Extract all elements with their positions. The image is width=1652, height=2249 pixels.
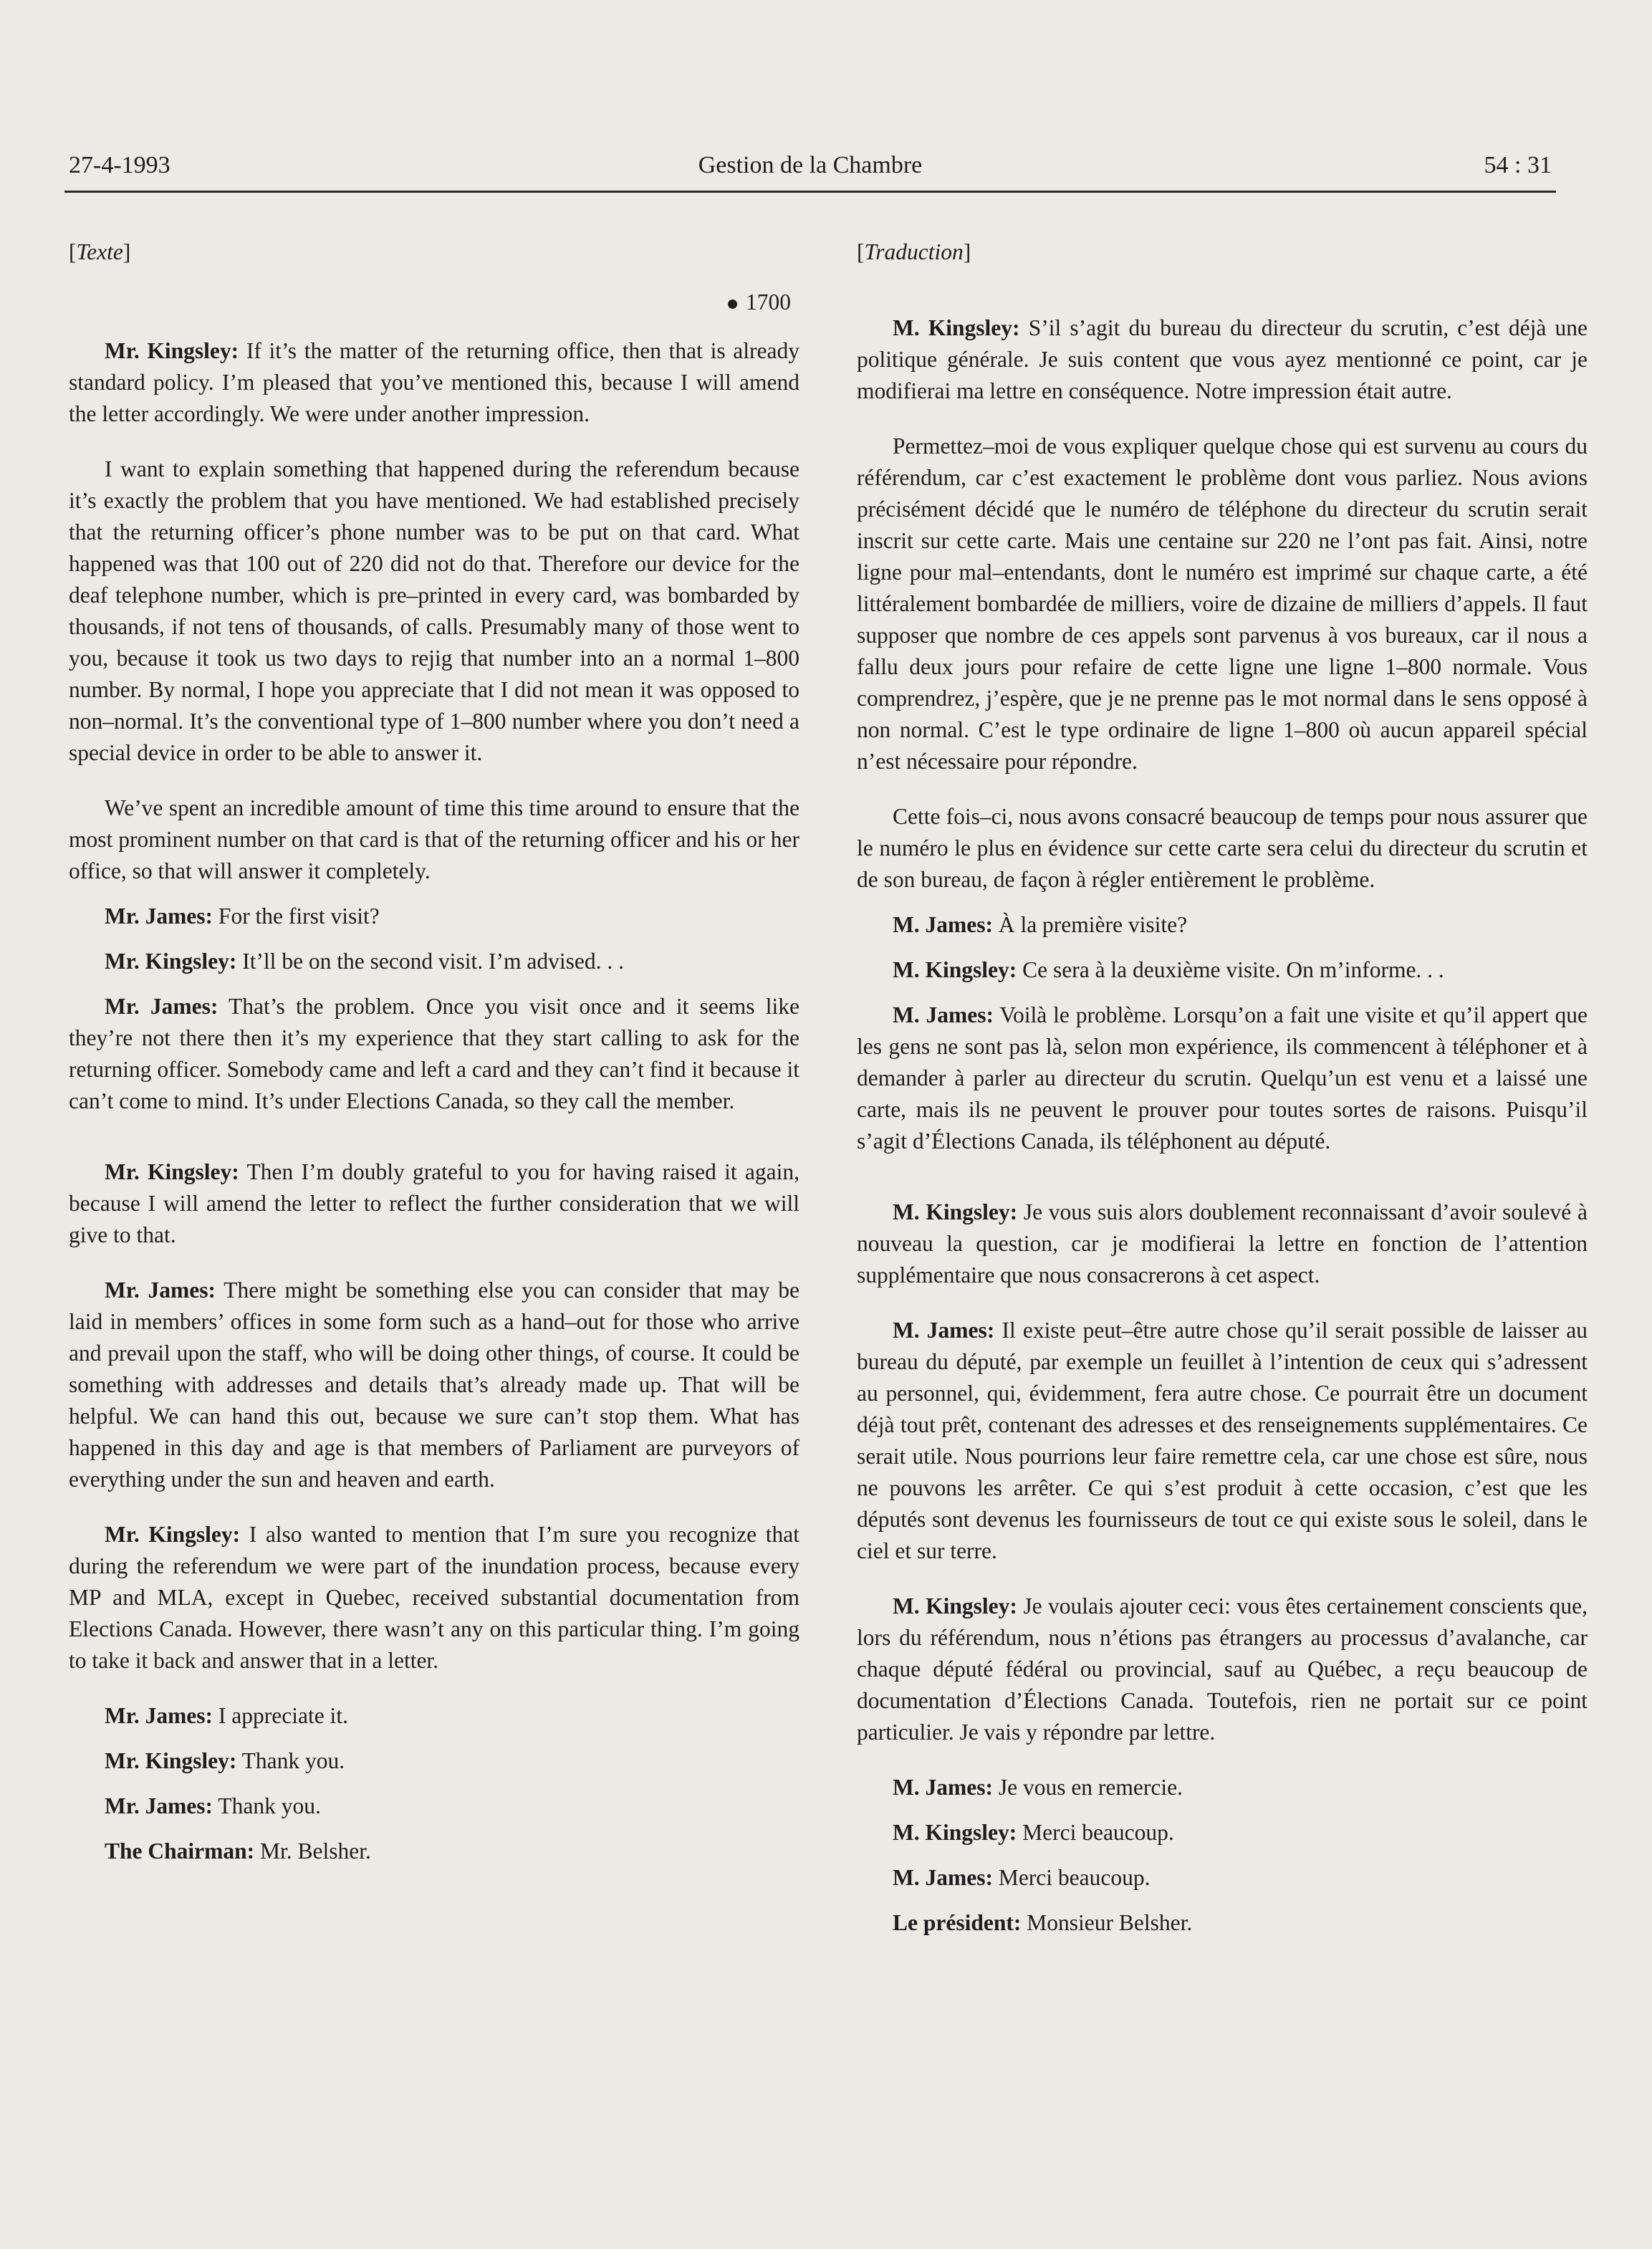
- paragraph-text: I also wanted to mention that I’m sure you recognize that during the referendum we were part of the inundation process, because every MP and MLA, except in Quebec, received substantial documentation from Elections Canada. However, there wasn’t any on this particular thing. I’m going to take it back and answer that in a letter.: [69, 1522, 799, 1673]
- speaker-name: M. James:: [893, 1775, 993, 1800]
- speaker-name: Mr. Kingsley:: [105, 949, 237, 974]
- header-page-number: 54 : 31: [1484, 152, 1552, 178]
- paragraph-text: Merci beaucoup.: [992, 1865, 1151, 1890]
- paragraph-text: Voilà le problème. Lorsqu’on a fait une visite et qu’il appert que les gens ne sont pas là, selon mon expérience, ils commencent à téléphoner et à demander à parler au directeur du scrutin. Quelqu’un est venu et a laissé une carte, mais ils ne peuvent le prouver pour toutes sortes de raisons. Puisqu’il s’agit d’Élections Canada, ils téléphonent au député.: [857, 1002, 1588, 1154]
- speaker-name: M. James:: [893, 912, 993, 937]
- paragraph-text: I appreciate it.: [213, 1703, 348, 1728]
- paragraph-text: Thank you.: [236, 1748, 345, 1773]
- paragraph-text: I want to explain something that happened during the referendum because it’s exactly the problem that you have mentioned. We had established precisely that the returning officer’s phone number was to be put on that card. What happened was that 100 out of 220 did not do that. Therefore our device for the deaf telephone number, which is pre–printed in every card, was bombarded by thousands, if not tens of thousands, of calls. Presumably many of those went to you, because it took us two days to rejig that number into an a normal 1–800 number. By normal, I hope you appreciate that I did not mean it was opposed to non–normal. It’s the conventional type of 1–800 number where you don’t need a special device in order to be able to answer it.: [69, 456, 799, 765]
- paragraph: [857, 1817, 1588, 1848]
- paragraph: [857, 1907, 1588, 1939]
- paragraph-text: That’s the problem. Once you visit once and it seems like they’re not there then it’s my experience that they start calling to ask for the returning officer. Somebody came and left a card and they can’t find it because it can’t come to mind. It’s under Elections Canada, so they call the member.: [69, 994, 799, 1113]
- paragraph: [69, 1790, 799, 1822]
- paragraph: [857, 954, 1588, 986]
- header-title: Gestion de la Chambre: [698, 152, 923, 178]
- speaker-name: Mr. Kingsley:: [105, 1748, 237, 1773]
- paragraph: [857, 1591, 1588, 1748]
- paragraph-text: For the first visit?: [213, 903, 380, 929]
- speaker-name: M. Kingsley:: [893, 315, 1020, 340]
- paragraph-text: À la première visite?: [992, 912, 1188, 937]
- speaker-name: Mr. Kingsley:: [105, 338, 239, 363]
- paragraph: [69, 1745, 799, 1777]
- speaker-name: M. Kingsley:: [893, 1593, 1017, 1619]
- paragraph: [857, 1315, 1588, 1567]
- paragraph-list: [69, 335, 799, 1867]
- paragraph-text: Monsieur Belsher.: [1021, 1910, 1193, 1935]
- paragraph-text: Permettez–moi de vous expliquer quelque chose qui est survenu au cours du référendum, car c’est exactement le problème dont vous parliez. Nous avions précisément décidé que le numéro de téléphone du directeur du scrutin serait inscrit sur cette carte. Mais une centaine sur 220 ne l’ont pas fait. Ainsi, notre ligne pour mal–entendants, dont le numéro est imprimé sur chaque carte, a été littéralement bombardée de milliers, voire de dizaine de milliers d’appels. Il faut supposer que nombre de ces appels sont parvenus à vos bureaux, car il nous a fallu deux jours pour refaire de cette ligne une ligne 1–800 normale. Vous comprendrez, j’espère, que je ne prenne pas le mot normal dans le sens opposé à non normal. C’est le type ordinaire de ligne 1–800 où aucun appareil spécial n’est nécessaire pour répondre.: [857, 433, 1588, 774]
- paragraph-text: It’ll be on the second visit. I’m advised. . .: [236, 949, 624, 974]
- speaker-name: M. Kingsley:: [893, 1820, 1017, 1845]
- header-date: 27-4-1993: [69, 152, 171, 178]
- speaker-name: Mr. James:: [105, 1277, 216, 1303]
- column-label: [Texte]: [69, 239, 131, 264]
- paragraph-text: There might be something else you can consider that may be laid in members’ offices in some form such as a hand–out for those who arrive and prevail upon the staff, who will be doing other things, of course. It could be something with addresses and details that’s already made up. That will be helpful. We can hand this out, because we sure can’t stop them. What has happened in this day and age is that members of Parliament are purveyors of everything under the sun and heaven and earth.: [69, 1277, 799, 1492]
- speaker-name: Mr. James:: [105, 1703, 213, 1728]
- speaker-name: Mr. Kingsley:: [105, 1159, 239, 1184]
- paragraph: [69, 946, 799, 977]
- paragraph: [69, 1836, 799, 1867]
- paragraph-text: Ce sera à la deuxième visite. On m’informe. . .: [1017, 957, 1444, 982]
- speaker-name: Mr. James:: [105, 903, 213, 929]
- paragraph-text: Je vous en remercie.: [992, 1775, 1183, 1800]
- speaker-name: Le président:: [893, 1910, 1022, 1935]
- timestamp: 1700: [69, 287, 799, 318]
- speaker-name: M. James:: [893, 1002, 994, 1027]
- speaker-name: M. Kingsley:: [893, 1199, 1018, 1224]
- french-column: [857, 236, 1588, 1962]
- paragraph: [69, 1275, 799, 1495]
- speaker-name: M. James:: [893, 1865, 993, 1890]
- paragraph-text: Then I’m doubly grateful to you for having raised it again, because I will amend the letter to reflect the further consideration that we will give to that.: [69, 1159, 800, 1247]
- paragraph-text: We’ve spent an incredible amount of time this time around to ensure that the most prominent number on that card is that of the returning officer and his or her office, so that will answer it completely.: [69, 795, 799, 883]
- paragraph: [69, 792, 799, 887]
- paragraph: [857, 1862, 1588, 1894]
- speaker-name: The Chairman:: [105, 1838, 255, 1864]
- bullet-icon: [728, 299, 737, 309]
- paragraph-text: Mr. Belsher.: [254, 1838, 371, 1864]
- paragraph: [857, 909, 1588, 941]
- paragraph: [69, 335, 799, 430]
- speaker-name: Mr. James:: [105, 994, 218, 1019]
- page-header: [64, 148, 1556, 193]
- paragraph-text: S’il s’agit du bureau du directeur du scrutin, c’est déjà une politique générale. Je suis content que vous ayez mentionné ce point, car je modifierai ma lettre en conséquence. Notre impression était autre.: [857, 315, 1588, 403]
- paragraph-text: Je voulais ajouter ceci: vous êtes certainement conscients que, lors du référendum, nous n’étions pas étrangers au processus d’avalanche, car chaque député fédéral ou provincial, sauf au Québec, a reçu beaucoup de documentation d’Élections Canada. Toutefois, rien ne portait sur ce point particulier. Je vais y répondre par lettre.: [857, 1593, 1588, 1745]
- column-label: [Traduction]: [857, 239, 971, 264]
- speaker-name: Mr. James:: [105, 1793, 213, 1818]
- english-column: [69, 236, 799, 1891]
- paragraph-text: Il existe peut–être autre chose qu’il serait possible de laisser au bureau du député, par exemple un feuillet à l’intention de ceux qui s’adressent au personnel, qui, évidemment, fera autre chose. Ce pourrait être un document déjà tout prêt, contenant des adresses et des renseignements supplémentaires. Ce serait utile. Nous pourrions leur faire remettre cela, car une chose est sûre, nous ne pouvons les arrêter. Ce qui s’est produit à cette occasion, c’est que les députés sont devenus les fournisseurs de tout ce qui existe sous le soleil, dans le ciel et sur terre.: [857, 1318, 1588, 1563]
- paragraph: [857, 312, 1588, 407]
- paragraph: [857, 1197, 1588, 1291]
- paragraph: [69, 1700, 799, 1732]
- paragraph: [857, 801, 1588, 896]
- paragraph: [69, 454, 799, 769]
- paragraph: [857, 431, 1588, 777]
- paragraph: [69, 1519, 799, 1677]
- paragraph-list: [857, 312, 1588, 1939]
- paragraph-text: Je vous suis alors doublement reconnaissant d’avoir soulevé à nouveau la question, car je modifierai la lettre en fonction de l’attention supplémentaire que nous consacrerons à cet aspect.: [857, 1199, 1588, 1287]
- speaker-name: M. James:: [893, 1318, 995, 1343]
- paragraph-text: Merci beaucoup.: [1017, 1820, 1174, 1845]
- paragraph: [857, 999, 1588, 1157]
- speaker-name: M. Kingsley:: [893, 957, 1017, 982]
- paragraph: [857, 1772, 1588, 1803]
- paragraph: [69, 901, 799, 932]
- paragraph: [69, 991, 799, 1117]
- paragraph-text: If it’s the matter of the returning office, then that is already standard policy. I’m pleased that you’ve mentioned this, because I will amend the letter accordingly. We were under another impression.: [69, 338, 799, 426]
- speaker-name: Mr. Kingsley:: [105, 1522, 241, 1547]
- paragraph-text: Cette fois–ci, nous avons consacré beaucoup de temps pour nous assurer que le numéro le plus en évidence sur cette carte sera celui du directeur du scrutin et de son bureau, de façon à régler entièrement le problème.: [857, 804, 1588, 892]
- paragraph: [69, 1156, 799, 1251]
- paragraph-text: Thank you.: [213, 1793, 321, 1818]
